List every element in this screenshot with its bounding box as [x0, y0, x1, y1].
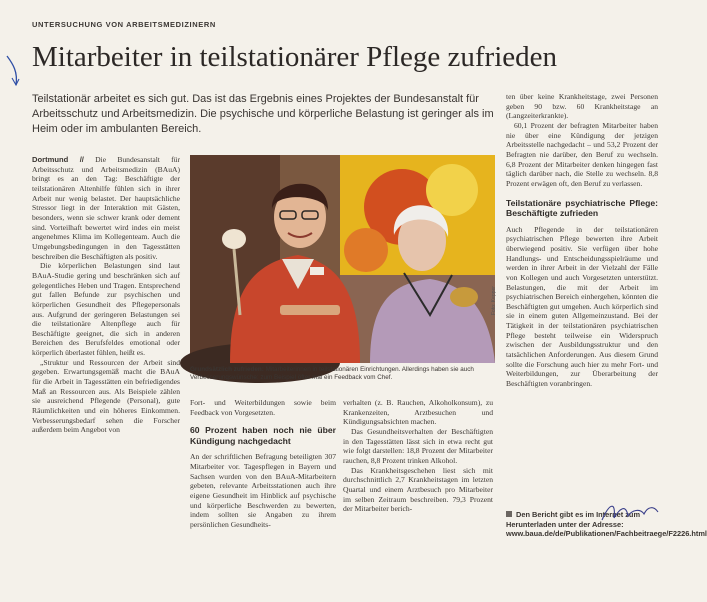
text-column-3: [343, 398, 493, 598]
paragraph: Das Gesundheitsverhalten der Beschäftigten in den Tagesstätten lässt sich in etwa recht gut wie folgt darstellen: 18,8 Prozent der Mitarbeiter rauchen, 8,8 Prozent trinken Alkohol.: [343, 426, 493, 465]
square-bullet-icon: [506, 511, 512, 517]
info-text: Den Bericht gibt es im Internet zum Herunterladen unter der Adresse: www.baua.de/de/Publikationen/Fachbeitraege/F2226.html: [506, 510, 707, 539]
paragraph: ten über keine Krankheitstage, zwei Personen geben 90 bzw. 60 Krankheitstage an (Langzeiterkrankte).: [506, 92, 658, 121]
article-headline: Mitarbeiter in teilstationärer Pflege zufrieden: [32, 41, 558, 73]
paragraph: Die körperlichen Belastungen sind laut BAuA-Studie gering und beschränken sich auf gelegentliches Heben und Tragen. Entsprechend gut fallen Befunde zur psychischen und körperlichen Gesundheit des Pflegepersonals aus. Aufgrund der geringeren Belastungen sei die teilstationäre Altenpflege auch für Beschäftigte geeignet, die sich in anderen Bereichen des Berufsfeldes emotional oder körperlich überlastet fühlen, heißt es.: [32, 261, 180, 358]
article-kicker: UNTERSUCHUNG VON ARBEITSMEDIZINERN: [32, 20, 216, 29]
text-column-2: [190, 398, 336, 598]
paragraph: Das Krankheitsgeschehen liest sich mit durchschnittlich 2,7 Krankheitstagen im letzten Quartal und einem Arztbesuch pro Mitarbeiter im selben Zeitraum beschreiben. 79,3 Prozent der Mitarbeiter berich-: [343, 465, 493, 514]
subheading: Teilstationäre psychiatrische Pflege: Beschäftigte zufrieden: [506, 197, 658, 219]
dateline: Dortmund //: [32, 155, 84, 164]
photo-caption: [190, 366, 495, 382]
paragraph-intro: [32, 155, 180, 261]
paragraph: verhalten (z. B. Rauchen, Alkoholkonsum), zu Krankenzeiten, Arztbesuchen und Kündigungsabsichten machen.: [343, 398, 493, 427]
paragraph: Auch Pflegende in der teilstationären psychiatrischen Pflege bewerten ihre Arbeit überwiegend positiv. Sie verfügen über hohe Handlungs- und Entscheidungsspielräume und werden in ihrer Arbeit in der Vielzahl der Fälle von Kollegen und auch Vorgesetzten unterstützt. Belastungen, die mit der Arbeit im psychiatrischen Bereich einhergehen, könnten die Beschäftigten gut umgehen. Auch körperlich sind sie in einem guten Allgemeinzustand. Bei der Tätigkeit in der teilstationären psychiatrischen Pflege besteht teilweise ein Widerspruch zwischen der Ausbildungsstruktur und den tatsächlichen Anforderungen. Aus diesem Grund sollte die Forschung auch hier zu mehr Fort- und Weiterbildungen, zur Überarbeitung der Beschäftigten voranbringen.: [506, 224, 658, 389]
text-column-1: [32, 155, 180, 595]
paragraph: 60,1 Prozent der befragten Mitarbeiter haben nie über eine Kündigung der jetzigen Arbeitsstelle nachgedacht – und 53,2 Prozent der Befragten nie darüber, den Beruf zu wechseln. 6,8 Prozent der Mitarbeiter denken hingegen fast täglich darüber nach, die Stelle zu wechseln. 8,8 Prozent erwägen oft, den Beruf zu verlassen.: [506, 120, 658, 188]
paragraph: „Struktur und Ressourcen der Arbeit sind gegeben. Erwartungsgemäß macht die BAuA für die Arbeit in Tagesstätten ein befriedigendes Maß an Ressourcen aus. Als Beispiele zählen sie ausreichend Pflegende (Personal), gute Räumlichkeiten und ein höheres Einkommen. Verbesserungsbedarf sehen die Forscher außerdem beim Angebot von: [32, 357, 180, 435]
intro-text: Die Bundesanstalt für Arbeitsschutz und Arbeitsmedizin (BAuA) bringt es an den Tag: Beschäftigte der teilstationären Altenhilfe fühlen sich in ihrer Arbeit nur wenig belastet. Der hauptsächliche Stressor liegt in der Interaktion mit Gästen, besonders, wenn sie schwer krank oder dement sind. Vorteilhaft bewertet wird indes ein meist angenehmes Klima im Kollegenteam. Auch die Umgebungsbedingungen in den Tagesstätten beschreiben die Beschäftigten als positiv.: [32, 155, 180, 261]
article-photo: [190, 155, 495, 363]
caption-text: Mitarbeiterinnen in teilstationären Einrichtungen. Allerdings haben sie auch Verbesserungswünsche: zum Beispiel öfter mal ein Feedback vom Chef.: [190, 366, 474, 382]
caption-lead: Grundsätzlich zufrieden:: [190, 366, 264, 373]
article-lead: Teilstationär arbeitet es sich gut. Das ist das Ergebnis eines Projektes der Bundesanstalt für Arbeitsschutz und Arbeitsmedizin. Die psychische und körperliche Belastung ist geringer als im Heim oder im ambulanten Bereich.: [32, 93, 494, 136]
pen-mark-icon: [4, 54, 24, 88]
handwritten-signature-icon: [596, 498, 662, 526]
paragraph: An der schriftlichen Befragung beteiligten 307 Mitarbeiter vor. Tagespflegen in Bayern und Sachsen wurden von den BAuA-Mitarbeitern gebeten, relevante Arbeitsstationen auch ihre eigene Gesundheit im Hinblick auf psychische und körperliche Beschwerden zu bewerten, indem sollten sie Angaben zu ihrem persönlichen Gesundheits-: [190, 452, 336, 529]
text-column-4: [506, 92, 658, 502]
subheading: 60 Prozent haben noch nie über Kündigung nachgedacht: [190, 425, 336, 446]
photo-credit: Foto: Kepper: [491, 286, 497, 315]
paragraph: Fort- und Weiterbildungen sowie beim Feedback von Vorgesetzten.: [190, 398, 336, 417]
